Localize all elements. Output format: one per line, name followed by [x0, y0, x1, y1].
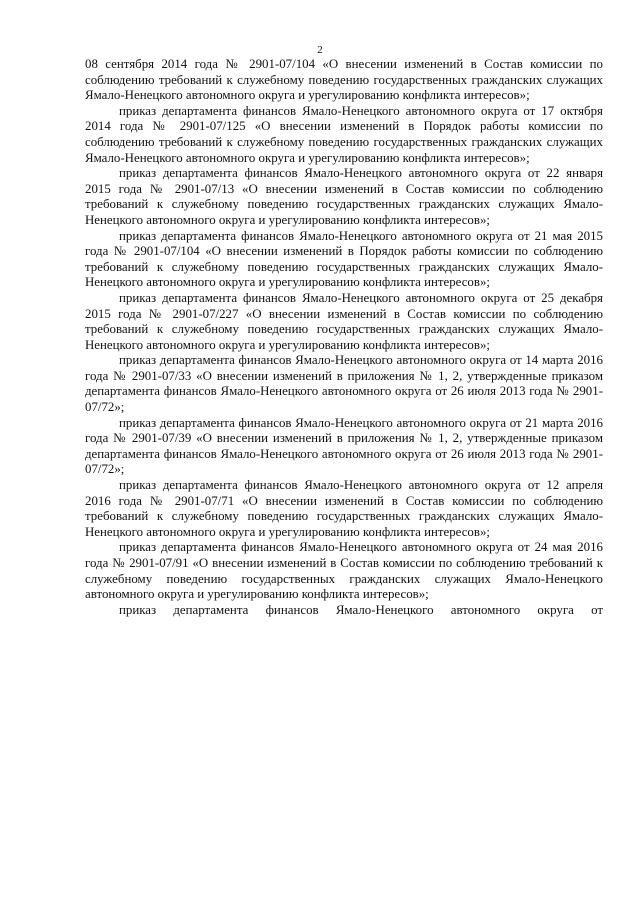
page-number: 2: [317, 44, 323, 56]
paragraph: приказ департамента финансов Ямало-Ненецкого автономного округа от 25 декабря 2015 года № 2901-07/227 «О внесении изменений в Состав комиссии по соблюдению требований к служебному поведению государственных гражданских служащих Ямало-Ненецкого автономного округа и урегулированию конфликта интересов»;: [85, 290, 603, 352]
paragraph: 08 сентября 2014 года № 2901-07/104 «О внесении изменений в Состав комиссии по соблюдению требований к служебному поведению государственных гражданских служащих Ямало-Ненецкого автономного округа и урегулированию конфликта интересов»;: [85, 57, 603, 103]
document-body: [85, 57, 603, 618]
paragraph: приказ департамента финансов Ямало-Ненецкого автономного округа от 22 января 2015 года № 2901-07/13 «О внесении изменений в Состав комиссии по соблюдению требований к служебному поведению государственных гражданских служащих Ямало-Ненецкого автономного округа и урегулированию конфликта интересов»;: [85, 166, 603, 227]
paragraph: приказ департамента финансов Ямало-Ненецкого автономного округа от 21 мая 2015 года № 2901-07/104 «О внесении изменений в Порядок работы комиссии по соблюдению требований к служебному поведению государственных гражданских служащих Ямало-Ненецкого автономного округа и урегулированию конфликта интересов»;: [85, 228, 603, 290]
paragraph: приказ департамента финансов Ямало-Ненецкого автономного округа от 24 мая 2016 года № 2901-07/91 «О внесении изменений в Состав комиссии по соблюдению требований к служебному поведению государственных гражданских служащих Ямало-Ненецкого автономного округа и урегулированию конфликта интересов»;: [85, 540, 603, 602]
paragraph: приказ департамента финансов Ямало-Ненецкого автономного округа от 21 марта 2016 года № 2901-07/39 «О внесении изменений в приложения № 1, 2, утвержденные приказом департамента финансов Ямало-Ненецкого автономного округа от 26 июля 2013 года № 2901-07/72»;: [85, 415, 603, 477]
paragraph: приказ департамента финансов Ямало-Ненецкого автономного округа от 14 марта 2016 года № 2901-07/33 «О внесении изменений в приложения № 1, 2, утвержденные приказом департамента финансов Ямало-Ненецкого автономного округа от 26 июля 2013 года № 2901-07/72»;: [85, 353, 603, 415]
paragraph: приказ департамента финансов Ямало-Ненецкого автономного округа от 12 апреля 2016 года № 2901-07/71 «О внесении изменений в Состав комиссии по соблюдению требований к служебному поведению государственных гражданских служащих Ямало-Ненецкого автономного округа и урегулированию конфликта интересов»;: [85, 478, 603, 539]
paragraph: приказ департамента финансов Ямало-Ненецкого автономного округа от 17 октября 2014 года № 2901-07/125 «О внесении изменений в Порядок работы комиссии по соблюдению требований к служебному поведению государственных гражданских служащих Ямало-Ненецкого автономного округа и урегулированию конфликта интересов»;: [85, 103, 603, 165]
paragraph: приказ департамента финансов Ямало-Ненецкого автономного округа от: [119, 602, 603, 617]
